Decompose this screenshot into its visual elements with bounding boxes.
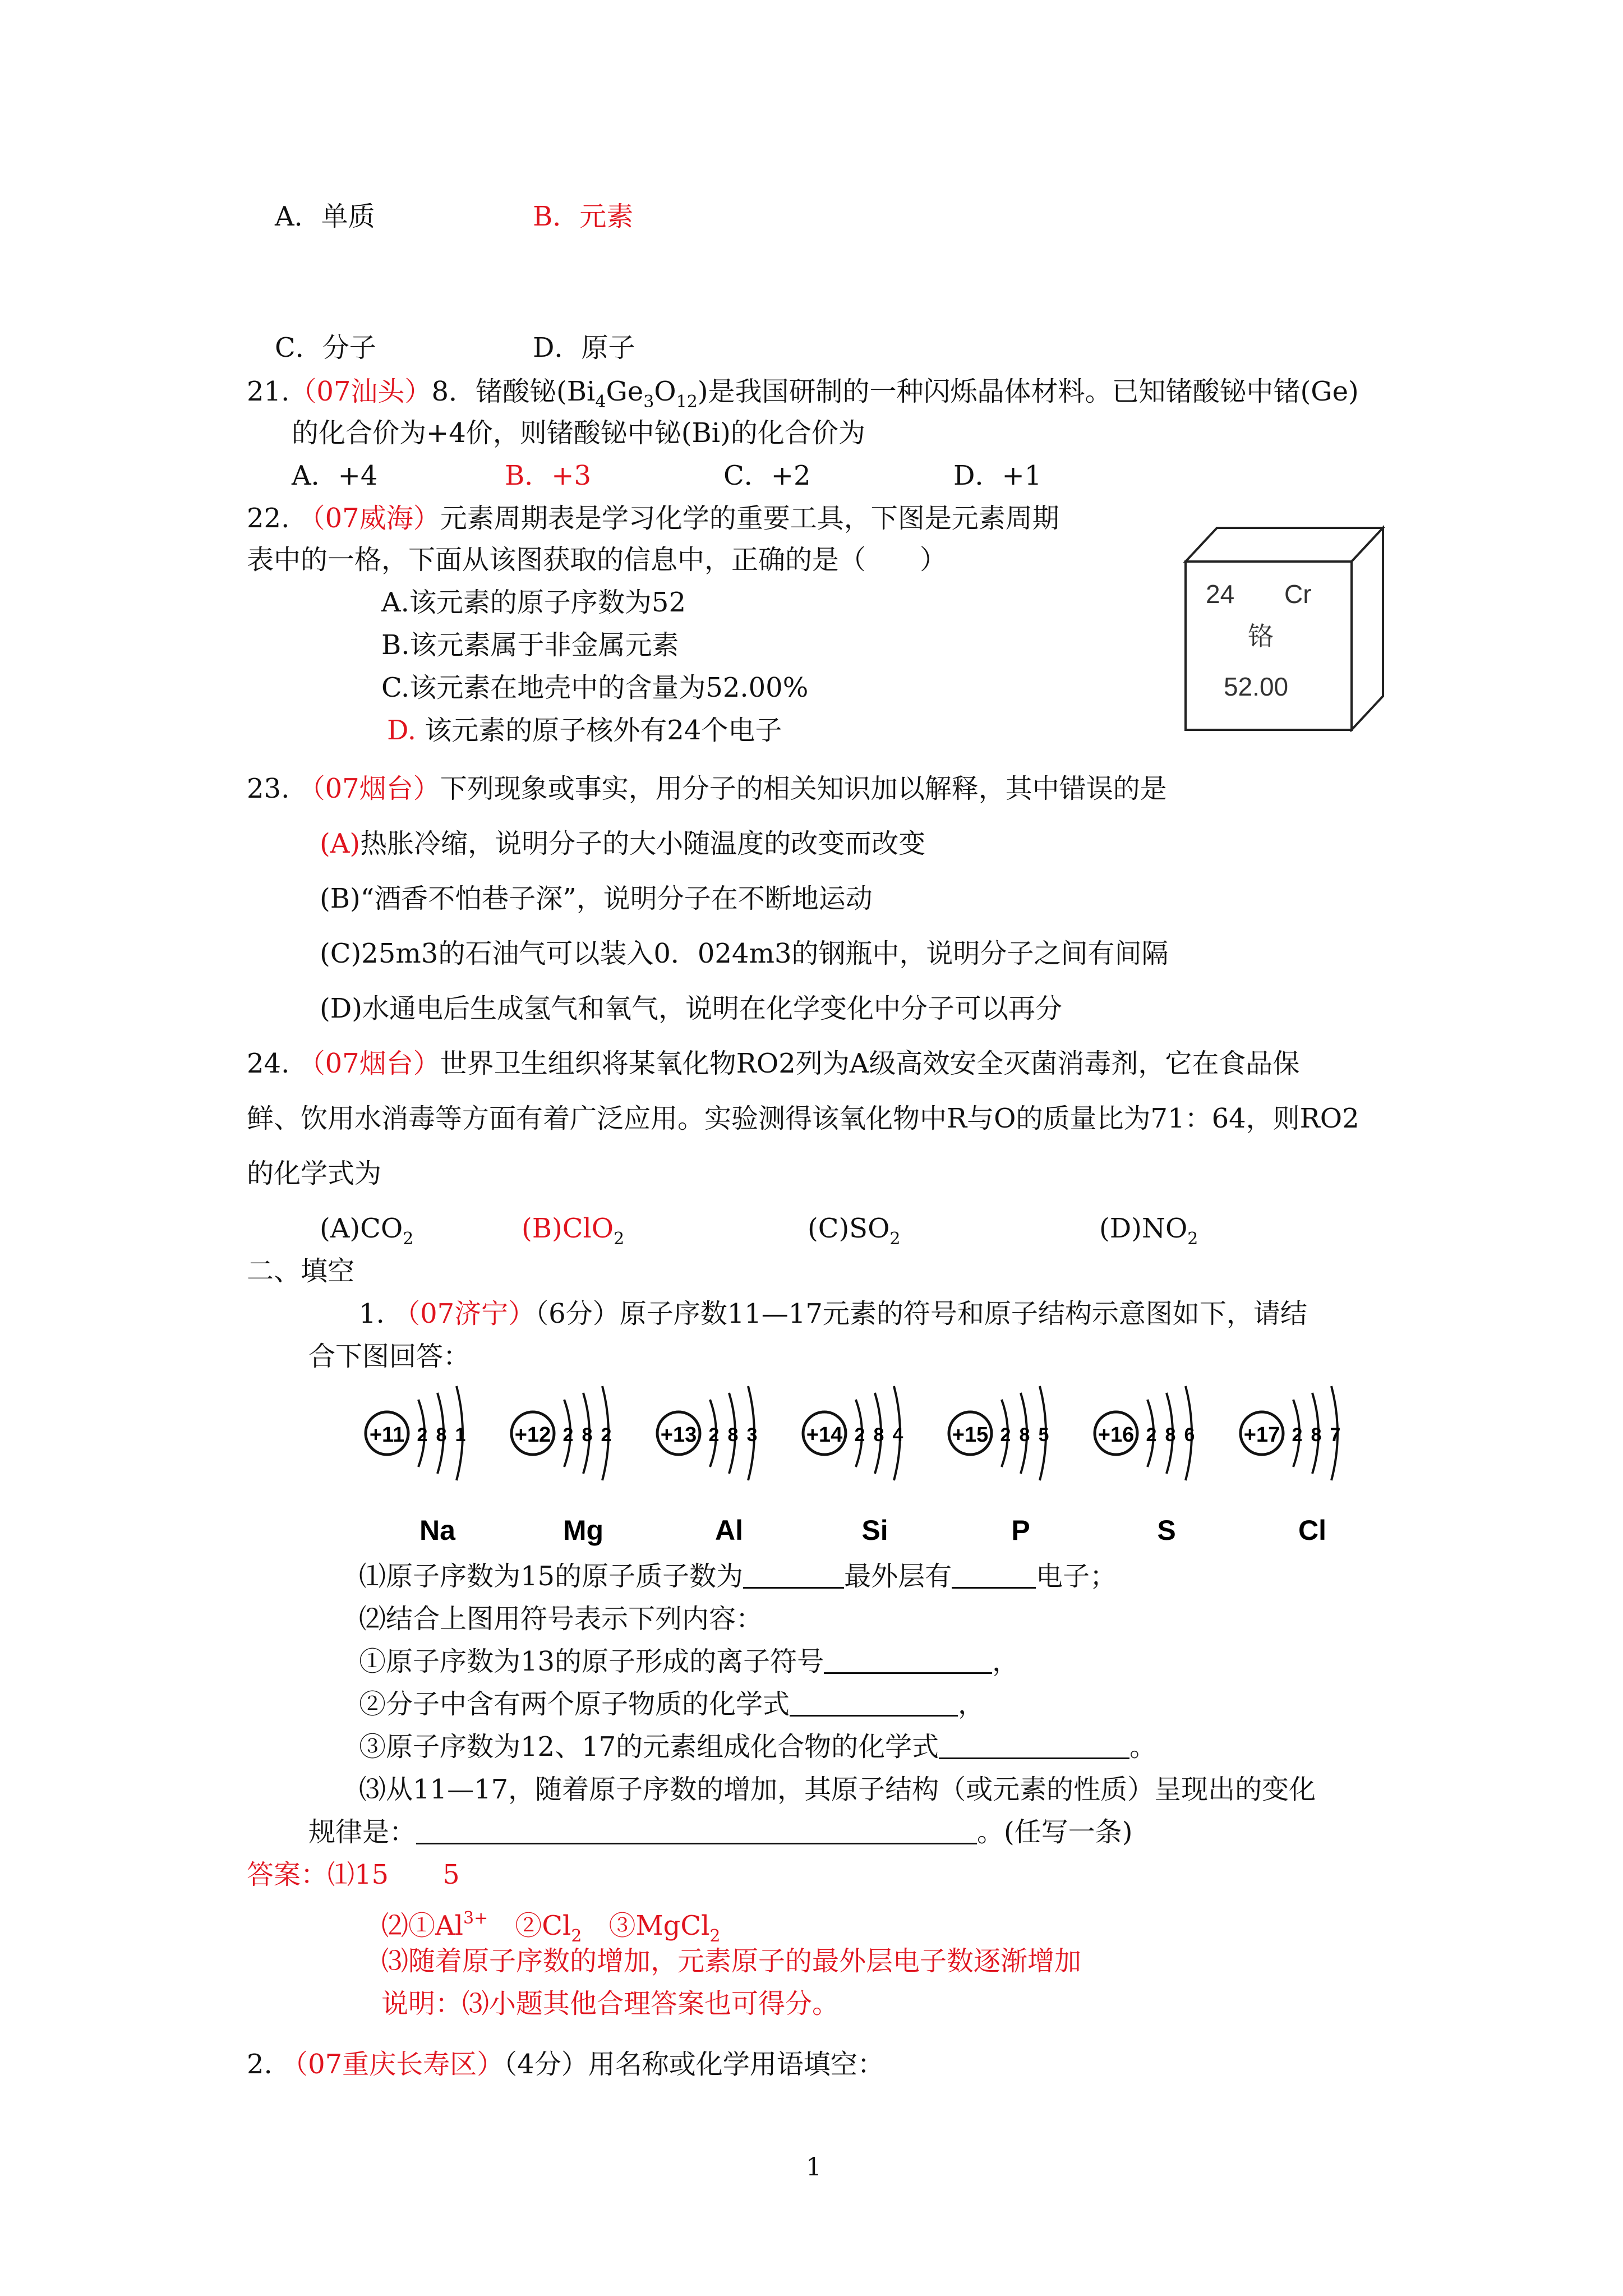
q23-source: （07烟台）	[298, 773, 440, 804]
answer-a2-sub: 2	[571, 1926, 582, 1946]
atom-structure-svg	[359, 1380, 1391, 1554]
shell-electron-count: 2	[854, 1424, 865, 1446]
atom-Cl	[1241, 1386, 1340, 1546]
atom-Na	[366, 1386, 465, 1546]
f1-q2-2-text: ②分子中含有两个原子物质的化学式	[359, 1688, 790, 1720]
f1-q2-2-blank[interactable]	[790, 1690, 958, 1717]
nucleus-charge: +16	[1098, 1423, 1135, 1447]
q22-option-d-text: 该元素的原子核外有24个电子	[425, 715, 782, 746]
q22-line2: 表中的一格，下面从该图获取的信息中，正确的是（ ）	[247, 544, 947, 576]
q23-option-a-text: 热胀冷缩，说明分子的大小随温度的改变而改变	[360, 828, 926, 859]
f1-q3-end: 。(任写一条)	[977, 1816, 1133, 1848]
q21-o: O	[654, 376, 676, 407]
f1-q2-1-end: ，	[992, 1646, 1020, 1677]
f1-q1-blank2[interactable]	[952, 1562, 1036, 1589]
f1-q2-3-blank[interactable]	[939, 1733, 1129, 1759]
element-symbol: Al	[715, 1515, 743, 1546]
f1-line2: 合下图回答：	[308, 1341, 471, 1372]
page-number: 1	[806, 2153, 822, 2182]
q24-option-d-sub: 2	[1187, 1229, 1198, 1249]
f1-q3-blank[interactable]	[416, 1818, 977, 1844]
f1-q1-a: ⑴原子序数为15的原子质子数为	[359, 1561, 744, 1592]
q24-option-b-text: (B)ClO	[522, 1213, 614, 1244]
answer-a2-sup: 3+	[463, 1908, 488, 1928]
f2-line	[247, 2047, 884, 2081]
shell-electron-count: 8	[1311, 1424, 1322, 1446]
q21-sub-3: 3	[643, 392, 654, 412]
f1-q3-label: 规律是：	[308, 1816, 417, 1848]
answer-a2-end: ③MgCl	[582, 1910, 710, 1941]
cell-atomic-number: 24	[1206, 579, 1235, 609]
nucleus-charge: +14	[806, 1423, 843, 1447]
answer-label: 答案：	[247, 1859, 328, 1890]
q24-number: 24.	[247, 1048, 290, 1079]
answer-a1: ⑴15 5	[328, 1859, 460, 1890]
q23-line	[247, 772, 1167, 806]
f2-text: （4分）用名称或化学用语填空：	[504, 2049, 884, 2080]
periodic-cell-drawing	[1183, 524, 1385, 732]
atom-Si	[803, 1386, 903, 1546]
f1-q2-1-text: ①原子序数为13的原子形成的离子符号	[359, 1646, 824, 1677]
q24-option-c-sub: 2	[889, 1229, 901, 1249]
shell-electron-count: 2	[417, 1424, 428, 1446]
prev-option-a: A．单质	[275, 201, 375, 232]
cell-symbol: Cr	[1284, 579, 1312, 609]
shell-electron-count: 8	[436, 1424, 447, 1446]
q21-ge: Ge	[606, 376, 644, 407]
prev-option-c: C．分子	[275, 332, 376, 364]
shell-electron-count: 2	[708, 1424, 720, 1446]
f1-q2-3	[359, 1730, 1156, 1764]
shell-electron-count: 5	[1038, 1424, 1049, 1446]
f1-text1: （6分）原子序数11—17元素的符号和原子结构示意图如下，请结	[535, 1298, 1307, 1329]
prev-option-d: D．原子	[533, 332, 635, 364]
cell-element-name: 铬	[1248, 621, 1274, 651]
atom-P	[949, 1386, 1049, 1546]
answer-line3: ⑶随着原子序数的增加，元素原子的最外层电子数逐渐增加	[381, 1945, 1082, 1977]
answer-note: 说明：⑶小题其他合理答案也可得分。	[381, 1988, 840, 2019]
element-symbol: Na	[419, 1515, 455, 1546]
f1-q1	[359, 1559, 1117, 1593]
shell-electron-count: 2	[601, 1424, 612, 1446]
f1-q2-3-end: 。	[1129, 1731, 1157, 1763]
shell-electron-count: 8	[873, 1424, 884, 1446]
answer-a2-mid: ②Cl	[488, 1910, 571, 1941]
q24-text1: 世界卫生组织将某氧化物RO2列为A级高效安全灭菌消毒剂，它在食品保	[440, 1048, 1300, 1079]
q24-option-b	[522, 1212, 624, 1256]
f2-number: 2.	[247, 2049, 273, 2080]
q22-source: （07威海）	[298, 503, 440, 534]
q21-option-c: C．+2	[723, 460, 811, 491]
shell-electron-count: 2	[1000, 1424, 1011, 1446]
f1-line1	[359, 1297, 1307, 1331]
q24-line2: 鲜、饮用水消毒等方面有着广泛应用。实验测得该氧化物中R与O的质量比为71：64，则RO2	[247, 1103, 1359, 1134]
nucleus-charge: +11	[369, 1423, 405, 1447]
q21-text-a: 8．锗酸铋(Bi	[431, 376, 596, 407]
q23-option-a	[320, 827, 925, 861]
shell-electron-count: 1	[455, 1424, 466, 1446]
f1-q1-blank1[interactable]	[743, 1562, 844, 1589]
q21-sub-4: 4	[595, 392, 606, 412]
q21-option-b: B．+3	[505, 460, 592, 491]
q22-line1	[247, 501, 1059, 535]
q23-option-b: (B)“酒香不怕巷子深”，说明分子在不断地运动	[320, 883, 873, 914]
shell-electron-count: 2	[1292, 1424, 1303, 1446]
element-symbol: P	[1011, 1515, 1030, 1546]
f1-number: 1.	[359, 1298, 385, 1329]
shell-electron-count: 7	[1330, 1424, 1341, 1446]
q24-option-c-text: (C)SO	[808, 1213, 890, 1244]
q23-option-d: (D)水通电后生成氢气和氧气，说明在化学变化中分子可以再分	[320, 993, 1062, 1024]
q22-option-c: C.该元素在地壳中的含量为52.00%	[381, 672, 809, 703]
q24-option-d	[1099, 1212, 1198, 1256]
q21-line2: 的化合价为+4价，则锗酸铋中铋(Bi)的化合价为	[292, 417, 865, 449]
q24-source: （07烟台）	[298, 1048, 440, 1079]
nucleus-charge: +15	[952, 1423, 989, 1447]
q24-option-a-text: (A)CO	[320, 1213, 403, 1244]
f1-q2-2	[359, 1687, 985, 1721]
element-symbol: Mg	[562, 1515, 604, 1546]
atom-Al	[657, 1386, 757, 1546]
q22-option-a: A.该元素的原子序数为52	[381, 587, 686, 618]
q23-option-a-letter: (A)	[320, 828, 361, 859]
f1-q2-1	[359, 1645, 1019, 1678]
shell-electron-count: 2	[562, 1424, 574, 1446]
f1-q2-1-blank[interactable]	[824, 1648, 992, 1674]
f1-q2-2-end: ，	[958, 1688, 985, 1720]
cell-atomic-mass: 52.00	[1224, 672, 1289, 701]
shell-electron-count: 8	[1019, 1424, 1030, 1446]
q22-option-d-letter: D.	[387, 715, 417, 746]
q21-number: 21.	[247, 376, 290, 407]
element-symbol: Cl	[1298, 1515, 1326, 1546]
f2-source: （07重庆长寿区）	[281, 2049, 504, 2080]
periodic-table-cell	[1183, 524, 1385, 732]
atom-structure-diagrams	[359, 1380, 1391, 1554]
shell-electron-count: 8	[582, 1424, 593, 1446]
atom-S	[1095, 1386, 1195, 1546]
f1-q3-line2	[308, 1815, 1132, 1849]
section-title: 二、填空	[247, 1255, 355, 1287]
element-symbol: Si	[861, 1515, 888, 1546]
atom-Mg	[511, 1386, 611, 1546]
q22-text1: 元素周期表是学习化学的重要工具，下图是元素周期	[440, 503, 1059, 534]
nucleus-charge: +17	[1243, 1423, 1280, 1447]
q22-option-d	[387, 714, 782, 747]
element-symbol: S	[1157, 1515, 1176, 1546]
shell-electron-count: 8	[1165, 1424, 1176, 1446]
f1-q2-3-text: ③原子序数为12、17的元素组成化合物的化学式	[359, 1731, 939, 1763]
shell-electron-count: 3	[746, 1424, 758, 1446]
shell-electron-count: 8	[727, 1424, 739, 1446]
f1-q1-c: 电子；	[1036, 1561, 1117, 1592]
q22-number: 22.	[247, 503, 290, 534]
q22-option-b: B.该元素属于非金属元素	[381, 629, 679, 661]
prev-option-b: B．元素	[533, 201, 634, 232]
answer-line1	[247, 1858, 460, 1892]
q24-option-a-sub: 2	[403, 1229, 414, 1249]
q21-option-d: D．+1	[953, 460, 1042, 491]
q24-line1	[247, 1047, 1299, 1080]
answer-a2-sub2: 2	[709, 1926, 721, 1946]
nucleus-charge: +12	[514, 1423, 551, 1447]
q21-text-b: )是我国研制的一种闪烁晶体材料。已知锗酸铋中锗(Ge)	[697, 376, 1359, 407]
q24-option-b-sub: 2	[614, 1229, 625, 1249]
q21-sub-12: 12	[676, 392, 698, 412]
q21-source: （07汕头）	[289, 376, 432, 407]
f1-source: （07济宁）	[393, 1298, 536, 1329]
answer-a2-pre: ⑵①Al	[381, 1910, 464, 1941]
nucleus-charge: +13	[660, 1423, 697, 1447]
q24-option-d-text: (D)NO	[1099, 1213, 1188, 1244]
q23-number: 23.	[247, 773, 290, 804]
q24-option-c	[808, 1212, 901, 1256]
shell-electron-count: 2	[1146, 1424, 1157, 1446]
q23-text: 下列现象或事实，用分子的相关知识加以解释，其中错误的是	[440, 773, 1167, 804]
f1-q3-line1: ⑶从11—17，随着原子序数的增加，其原子结构（或元素的性质）呈现出的变化	[359, 1774, 1316, 1805]
f1-q1-b: 最外层有	[844, 1561, 952, 1592]
q24-option-a	[320, 1212, 413, 1256]
q21-option-a: A．+4	[292, 460, 378, 491]
q24-line3: 的化学式为	[247, 1158, 382, 1189]
shell-electron-count: 6	[1184, 1424, 1195, 1446]
f1-q2: ⑵结合上图用符号表示下列内容：	[359, 1603, 763, 1635]
shell-electron-count: 4	[892, 1424, 903, 1446]
q23-option-c: (C)25m3的石油气可以装入0．024m3的钢瓶中，说明分子之间有间隔	[320, 938, 1169, 969]
q21-line1	[247, 375, 1359, 419]
